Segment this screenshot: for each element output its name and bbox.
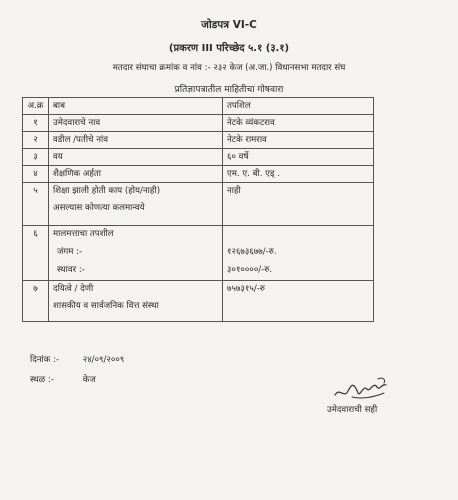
row-item: वय bbox=[49, 149, 223, 166]
table-row bbox=[23, 115, 374, 132]
column-header-detail: तपशिल bbox=[223, 98, 374, 115]
table-header-row bbox=[23, 98, 374, 115]
row-item bbox=[49, 183, 223, 226]
row-number: ५ bbox=[23, 183, 49, 226]
section-reference: (प्रकरण III परिच्छेद ५.१ (३.१) bbox=[168, 43, 290, 54]
row-detail bbox=[223, 226, 374, 281]
row-item-line: असल्यास कोणत्या कलमान्वये bbox=[53, 203, 145, 213]
affidavit-info-table bbox=[22, 97, 374, 322]
movable-assets-value: १२६७३६७७/-रु. bbox=[227, 247, 277, 257]
table-row bbox=[23, 281, 374, 322]
row-detail: नेटके व्यंकटराव bbox=[223, 115, 374, 132]
place-label: स्थळ :- bbox=[30, 375, 54, 385]
place-row bbox=[30, 373, 96, 385]
row-number: ४ bbox=[23, 166, 49, 183]
row-detail: नाही bbox=[223, 183, 374, 226]
row-item bbox=[49, 281, 223, 322]
date-value: २४/०९/२००९ bbox=[82, 355, 125, 365]
movable-assets-label: जंगम :- bbox=[57, 247, 83, 257]
row-item: शैक्षणिक अर्हता bbox=[49, 166, 223, 183]
row-detail: ७५७३१५/-रु bbox=[223, 281, 374, 322]
table-row bbox=[23, 183, 374, 226]
place-value: केज bbox=[82, 375, 96, 385]
row-item-line: शासकीय व सार्वजनिक वित्त संस्था bbox=[53, 301, 159, 311]
row-number: १ bbox=[23, 115, 49, 132]
row-item: वडील /पतीचे नांव bbox=[49, 132, 223, 149]
row-item bbox=[49, 226, 223, 281]
handwritten-signature bbox=[332, 373, 392, 405]
row-detail: नेटके रामराव bbox=[223, 132, 374, 149]
row-number: २ bbox=[23, 132, 49, 149]
row-detail: एम. ए. बी. एड् . bbox=[223, 166, 374, 183]
table-row bbox=[23, 149, 374, 166]
row-number: ७ bbox=[23, 281, 49, 322]
immovable-assets-label: स्थावर :- bbox=[57, 265, 85, 275]
date-label: दिनांक :- bbox=[30, 355, 60, 365]
row-item: उमेदवाराचे नाव bbox=[49, 115, 223, 132]
row-item-line: शिक्षा झाली होती काय (होय/नाही) bbox=[53, 186, 161, 196]
row-item-line: मालमत्ताचा तपशील bbox=[53, 229, 114, 239]
row-number: ६ bbox=[23, 226, 49, 281]
date-row bbox=[30, 353, 124, 365]
row-item-line: दयित्वे / देणी bbox=[53, 284, 94, 294]
row-detail: ६० वर्षे bbox=[223, 149, 374, 166]
table-row bbox=[23, 166, 374, 183]
form-title: जोडपत्र VI-C bbox=[201, 19, 257, 31]
signature-label: उमेदवाराची सही bbox=[327, 405, 378, 415]
column-header-item: बाब bbox=[49, 98, 223, 115]
immovable-assets-value: ३०१००००/-रु. bbox=[227, 265, 273, 275]
table-row bbox=[23, 132, 374, 149]
column-header-no: अ.क्र bbox=[23, 98, 49, 115]
document-subtitle: प्रतिज्ञापत्रातील माहितीचा गोषवारा bbox=[174, 85, 284, 95]
constituency-line: मतदार संघाचा क्रमांक व नांव :- २३२ केज (अ.जा.) विधानसभा मतदार संघ bbox=[112, 63, 346, 73]
table-row bbox=[23, 226, 374, 281]
row-number: ३ bbox=[23, 149, 49, 166]
